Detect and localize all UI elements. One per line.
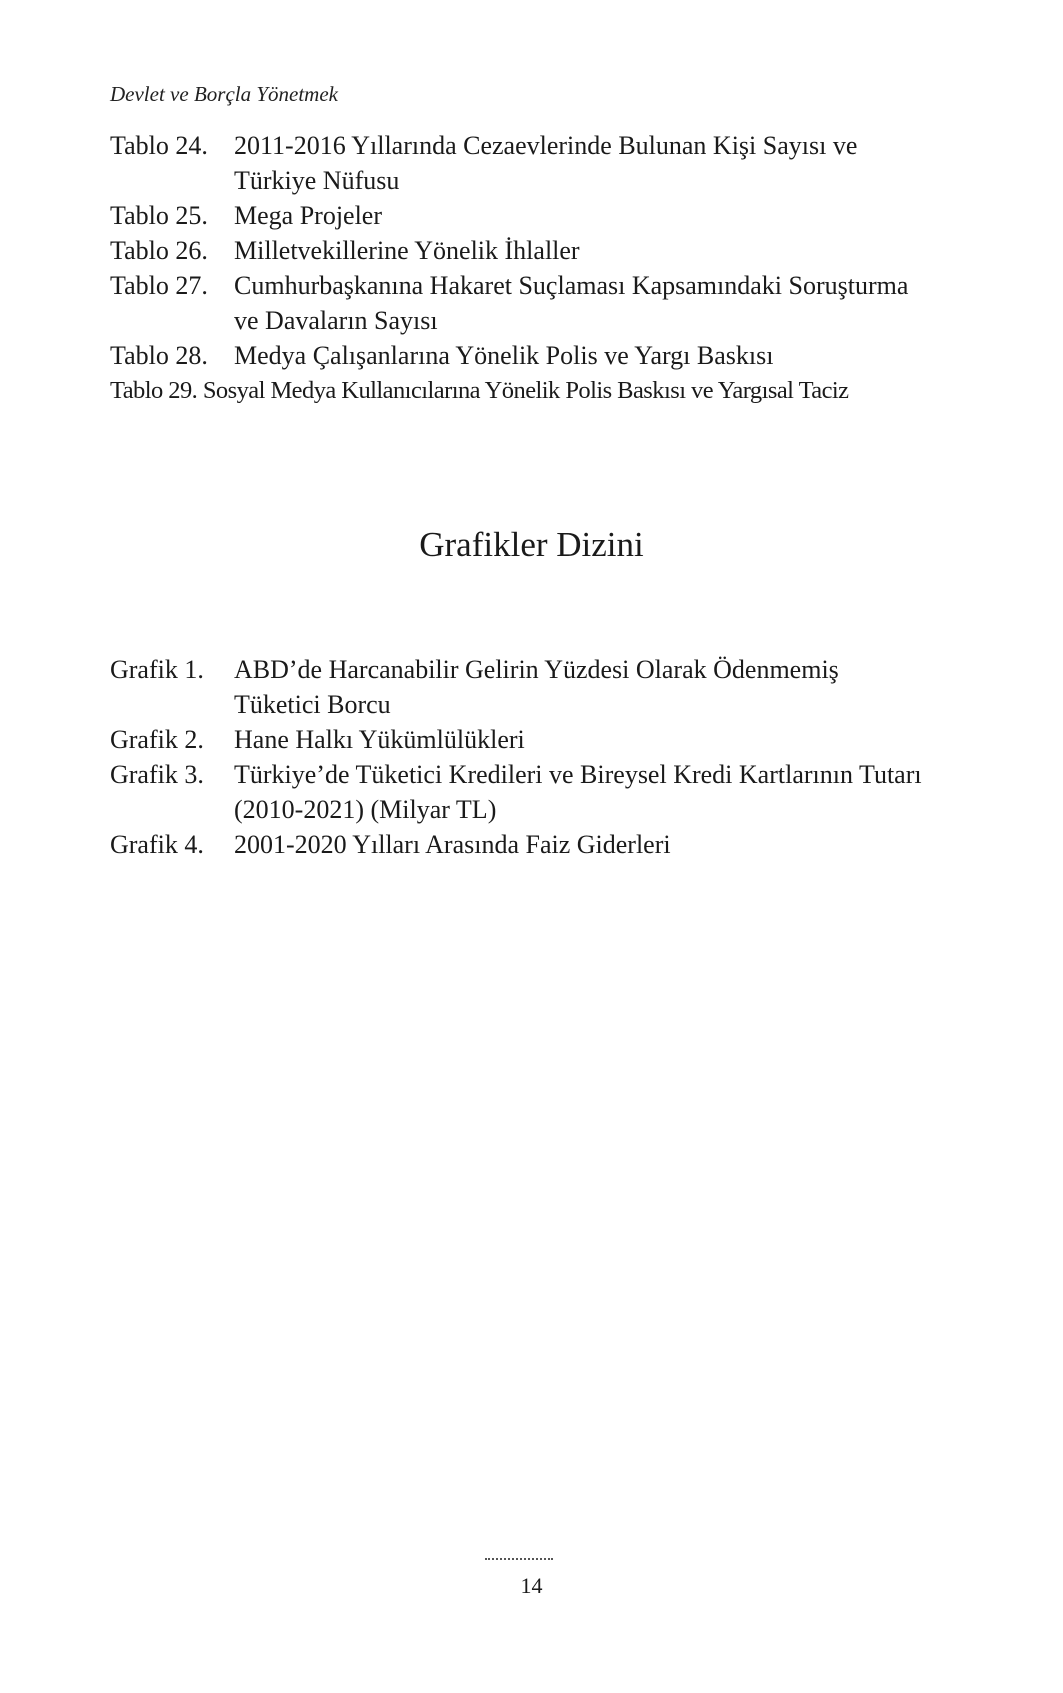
graph-entry-label: Grafik 1. — [110, 655, 204, 684]
table-entry — [110, 373, 930, 408]
table-entry — [110, 233, 930, 268]
table-entry-title: Milletvekillerine Yönelik İhlaller — [234, 236, 580, 265]
table-entry-label: Tablo 26. — [110, 236, 208, 265]
table-entry-title: Mega Projeler — [234, 201, 383, 230]
tables-list — [110, 128, 930, 408]
table-entry-title: Cumhurbaşkanına Hakaret Suçlaması Kapsamındaki Soruşturma ve Davaların Sayısı — [234, 271, 909, 335]
graph-entry — [110, 827, 930, 862]
graph-entry-title: 2001-2020 Yılları Arasında Faiz Giderleri — [234, 830, 671, 859]
graph-entry-label: Grafik 2. — [110, 725, 204, 754]
footer-divider — [485, 1558, 553, 1560]
graph-entry-label: Grafik 4. — [110, 830, 204, 859]
graph-entry-title: ABD’de Harcanabilir Gelirin Yüzdesi Olarak Ödenmemiş Tüketici Borcu — [234, 655, 839, 719]
table-entry — [110, 128, 930, 198]
table-entry — [110, 268, 930, 338]
graph-entry-title: Hane Halkı Yükümlülükleri — [234, 725, 525, 754]
table-entry — [110, 198, 930, 233]
table-entry-label: Tablo 28. — [110, 341, 208, 370]
page-number: 14 — [520, 1573, 543, 1598]
table-entry — [110, 338, 930, 373]
section-title: Grafikler Dizini — [419, 525, 644, 564]
graphs-list — [110, 652, 930, 862]
running-head: Devlet ve Borçla Yönetmek — [110, 82, 338, 106]
table-entry-label: Tablo 25. — [110, 201, 208, 230]
graph-entry — [110, 722, 930, 757]
table-entry-label: Tablo 29. — [110, 377, 198, 404]
graph-entry-label: Grafik 3. — [110, 760, 204, 789]
graph-entry — [110, 757, 930, 827]
table-entry-title: Sosyal Medya Kullanıcılarına Yönelik Polis Baskısı ve Yargısal Taciz — [202, 377, 849, 404]
table-entry-label: Tablo 27. — [110, 271, 208, 300]
table-entry-title: Medya Çalışanlarına Yönelik Polis ve Yargı Baskısı — [234, 341, 774, 370]
graph-entry-title: Türkiye’de Tüketici Kredileri ve Bireysel Kredi Kartlarının Tutarı (2010-2021) (Milyar TL) — [234, 760, 922, 824]
table-entry-label: Tablo 24. — [110, 131, 208, 160]
table-entry-title: 2011-2016 Yıllarında Cezaevlerinde Bulunan Kişi Sayısı ve Türkiye Nüfusu — [234, 131, 858, 195]
graph-entry — [110, 652, 930, 722]
